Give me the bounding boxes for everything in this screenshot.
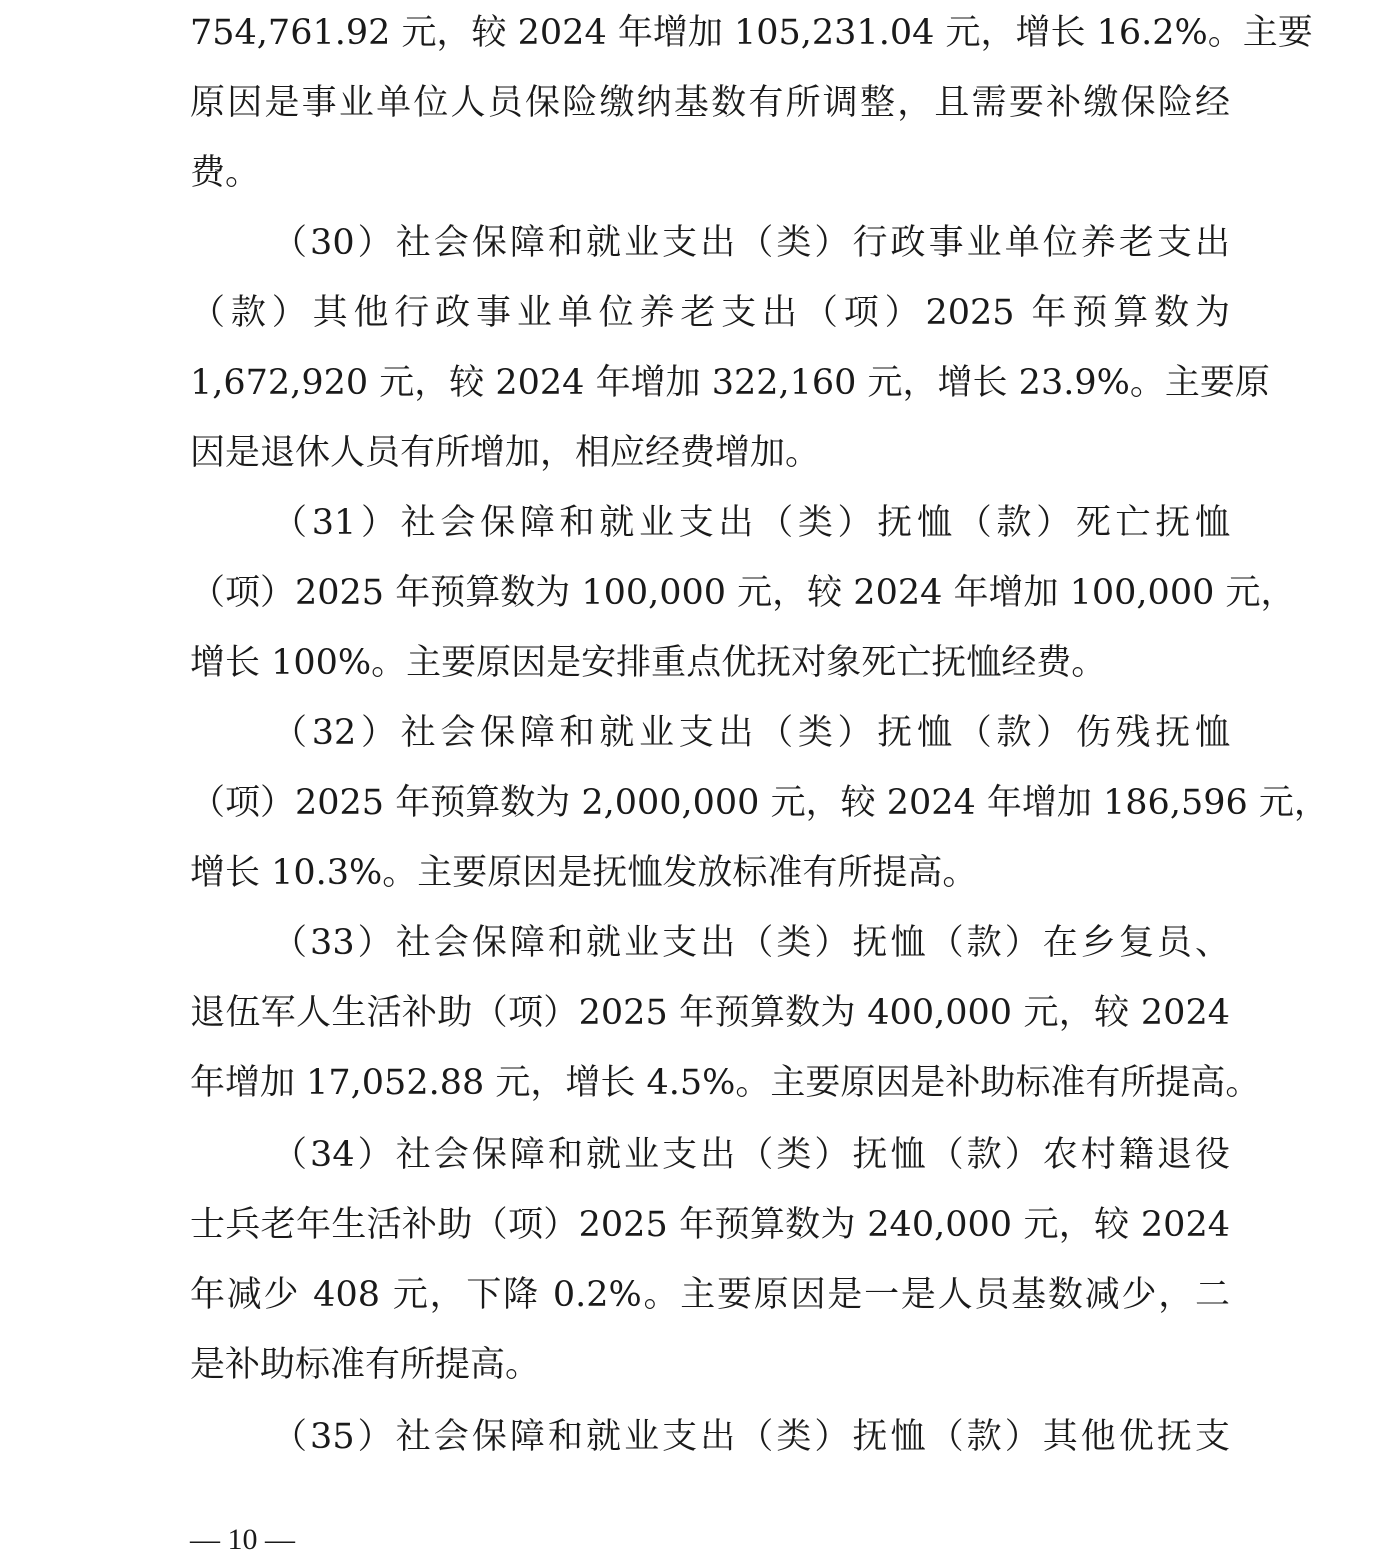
item-32-heading-line: （32）社会保障和就业支出（类）抚恤（款）伤残抚恤 [272, 713, 1230, 753]
text-line-19: 年减少 408 元，下降 0.2%。主要原因是一是人员基数减少，二 [190, 1275, 1230, 1315]
text-line-13: 增长 10.3%。主要原因是抚恤发放标准有所提高。 [190, 853, 978, 893]
text-line-5: （款）其他行政事业单位养老支出（项）2025 年预算数为 [190, 293, 1230, 333]
text-line-9: （项）2025 年预算数为 100,000 元，较 2024 年增加 100,000 元， [190, 573, 1296, 613]
text-line-7: 因是退休人员有所增加，相应经费增加。 [190, 433, 821, 473]
item-30-heading-line: （30）社会保障和就业支出（类）行政事业单位养老支出 [272, 223, 1230, 263]
item-33-heading-line: （33）社会保障和就业支出（类）抚恤（款）在乡复员、 [272, 923, 1230, 963]
item-31-heading-line: （31）社会保障和就业支出（类）抚恤（款）死亡抚恤 [272, 503, 1230, 543]
text-line-3: 费。 [190, 153, 261, 193]
page-number: — 10 — [190, 1523, 295, 1556]
text-line-18: 士兵老年生活补助（项）2025 年预算数为 240,000 元，较 2024 [190, 1205, 1230, 1245]
text-line-2: 原因是事业单位人员保险缴纳基数有所调整，且需要补缴保险经 [190, 83, 1230, 123]
item-35-heading-line: （35）社会保障和就业支出（类）抚恤（款）其他优抚支 [272, 1417, 1230, 1457]
text-line-12: （项）2025 年预算数为 2,000,000 元，较 2024 年增加 186,596 元， [190, 783, 1329, 823]
text-line-1: 754,761.92 元，较 2024 年增加 105,231.04 元，增长 16.2%。主要 [190, 13, 1313, 53]
text-line-6: 1,672,920 元，较 2024 年增加 322,160 元，增长 23.9%。主要原 [190, 363, 1270, 403]
text-line-15: 退伍军人生活补助（项）2025 年预算数为 400,000 元，较 2024 [190, 993, 1230, 1033]
item-34-heading-line: （34）社会保障和就业支出（类）抚恤（款）农村籍退役 [272, 1135, 1230, 1175]
text-line-16: 年增加 17,052.88 元，增长 4.5%。主要原因是补助标准有所提高。 [190, 1063, 1261, 1103]
text-line-10: 增长 100%。主要原因是安排重点优抚对象死亡抚恤经费。 [190, 643, 1107, 683]
text-line-20: 是补助标准有所提高。 [190, 1345, 541, 1385]
